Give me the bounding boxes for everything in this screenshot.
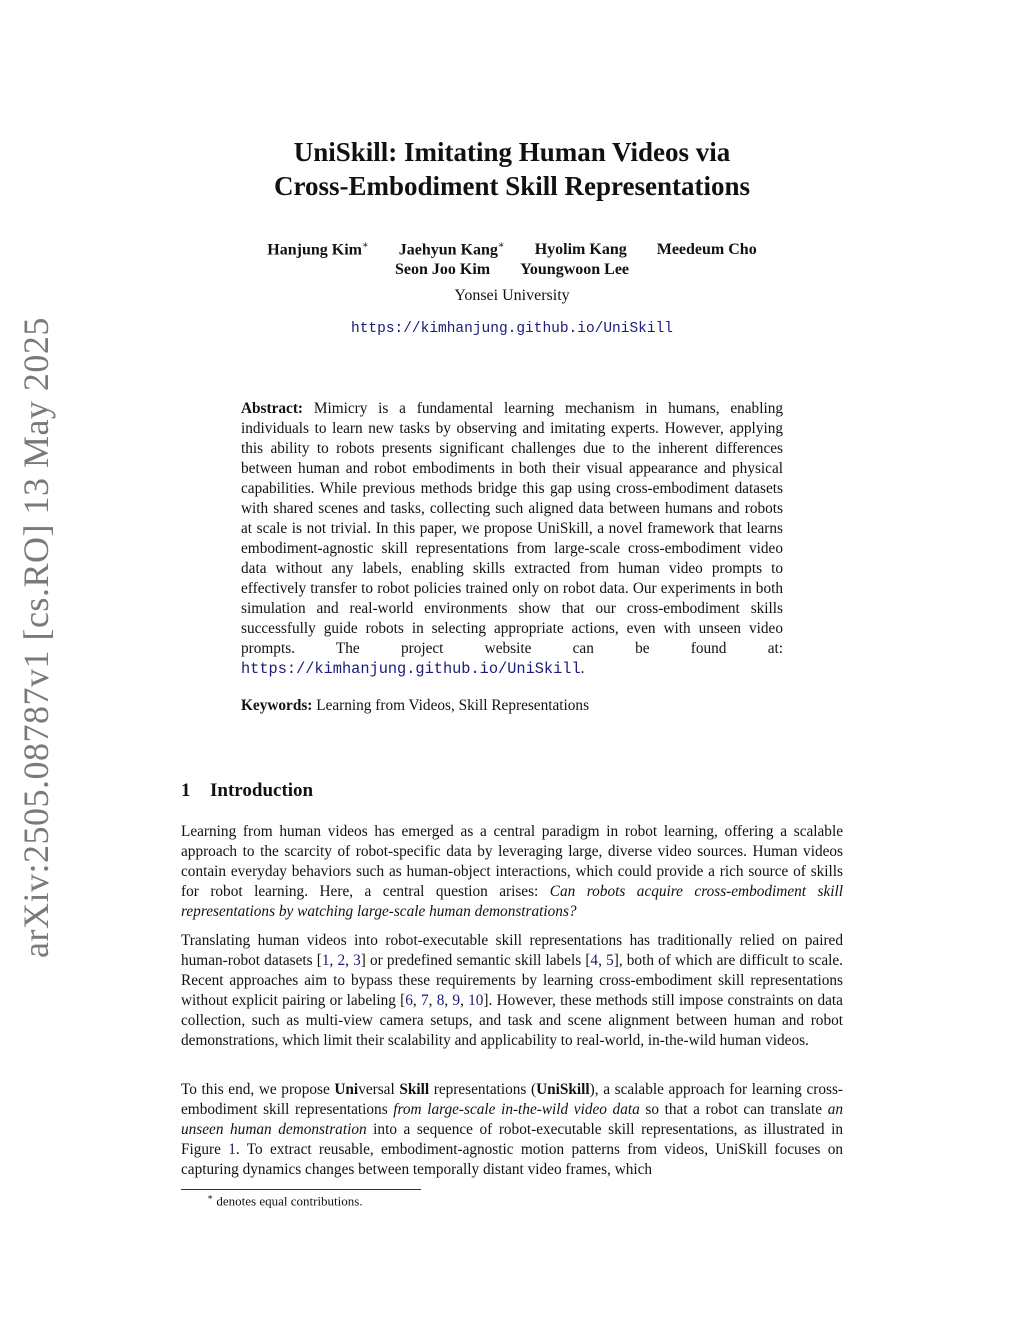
author: Hanjung Kim∗: [267, 240, 369, 259]
abstract-label: Abstract:: [241, 400, 304, 417]
section-number: 1: [181, 780, 191, 801]
citation-link[interactable]: 5: [606, 952, 614, 969]
abstract-url-link[interactable]: https://kimhanjung.github.io/UniSkill: [241, 660, 581, 678]
author-list: [0, 236, 1024, 280]
figure-reference-link[interactable]: 1: [228, 1141, 236, 1158]
citation-link[interactable]: 10: [468, 992, 484, 1009]
keywords: [241, 696, 783, 716]
citation-link[interactable]: 6: [405, 992, 413, 1009]
section-heading: [181, 780, 313, 802]
footnote: ∗ denotes equal contributions.: [207, 1192, 363, 1209]
citation-link[interactable]: 3: [353, 952, 361, 969]
author: Youngwoon Lee: [520, 261, 630, 279]
title-line-2: Cross-Embodiment Skill Representations: [273, 171, 751, 201]
author-row-1: [0, 236, 1024, 259]
author: Seon Joo Kim: [394, 261, 491, 279]
title-line-1: UniSkill: Imitating Human Videos via: [293, 137, 731, 167]
project-url[interactable]: [0, 320, 1024, 337]
abstract-text: Mimicry is a fundamental learning mechanism in humans, enabling individuals to learn new tasks by observing and imitating experts. However, applying this ability to robots presents significant challenges due to the inherent differences between human and robot embodiments in both their visual appearance and physical capabilities. While previous methods bridge this gap using cross-embodiment datasets with shared scenes and tasks, collecting such aligned data between humans and robots at scale is not trivial. In this paper, we propose UniSkill, a novel framework that learns embodiment-agnostic skill representations from large-scale cross-embodiment video data without any labels, enabling skills extracted from human video prompts to effectively transfer to robot policies trained only on robot data. Our experiments in both simulation and real-world environments show that our cross-embodiment skills successfully guide robots in selecting appropriate actions, even with unseen video prompts. The project website can be found at:: [241, 400, 784, 657]
keywords-label: Keywords:: [241, 697, 313, 714]
research-question: Can robots acquire cross-embodiment skill representations by watching large-scale human demonstrations?: [181, 883, 843, 920]
citation-link[interactable]: 2: [337, 952, 346, 969]
author: Jaehyun Kang∗: [398, 240, 505, 259]
citation-link[interactable]: 1: [321, 952, 330, 969]
citation-link[interactable]: 8: [436, 992, 445, 1009]
paper-title: [0, 135, 1024, 203]
author: Hyolim Kang: [534, 241, 627, 259]
intro-paragraph-1: Learning from human videos has emerged as a central paradigm in robot learning, offering a scalable approach to the scarcity of robot-specific data by leveraging large, diverse video sources. Human videos contain everyday behaviors such as human-object interactions, which could provide a rich source of skills for robot learning. Here, a central question arises: Can robots acquire cross-embodiment skill representations by watching large-scale human demonstrations?: [181, 823, 843, 920]
intro-paragraph-3: To this end, we propose Universal Skill representations (UniSkill), a scalable approach for learning cross-embodiment skill representations from large-scale in-the-wild video data so that a robot can translate an unseen human demonstration into a sequence of robot-executable skill representations, as illustrated in Figure 1. To extract reusable, embodiment-agnostic motion patterns from videos, UniSkill focuses on capturing dynamics changes between temporally distant video frames, which: [181, 1081, 843, 1178]
project-url-link[interactable]: https://kimhanjung.github.io/UniSkill: [351, 321, 673, 337]
author-row-2: [0, 260, 1024, 279]
citation-link[interactable]: 7: [420, 992, 429, 1009]
arxiv-identifier: arXiv:2505.08787v1 [cs.RO] 13 May 2025: [16, 317, 56, 958]
citation-link[interactable]: 4: [590, 952, 599, 969]
affiliation: Yonsei University: [454, 287, 570, 304]
citation-link[interactable]: 9: [452, 992, 461, 1009]
keywords-text: Learning from Videos, Skill Representations: [316, 697, 590, 714]
intro-paragraph-2: Translating human videos into robot-executable skill representations has traditionally relied on paired human-robot datasets [1, 2, 3] or predefined semantic skill labels [4, 5], both of which are difficult to scale. Recent approaches aim to bypass these requirements by learning cross-embodiment skill representations without explicit pairing or labeling [6, 7, 8, 9, 10]. However, these methods still impose constraints on data collection, such as multi-view camera setups, and task and scene alignment between human and robot demonstrations, which limit their scalability and applicability to real-world, in-the-wild human videos.: [181, 932, 843, 1049]
section-title: Introduction: [210, 780, 314, 801]
author: Meedeum Cho: [656, 241, 757, 259]
abstract: Abstract: Mimicry is a fundamental learning mechanism in humans, enabling individuals to learn new tasks by observing and imitating experts. However, applying this ability to robots presents significant challenges due to the inherent differences between human and robot embodiments in both their visual appearance and physical capabilities. While previous methods bridge this gap using cross-embodiment datasets with shared scenes and tasks, collecting such aligned data between humans and robots at scale is not trivial. In this paper, we propose UniSkill, a novel framework that learns embodiment-agnostic skill representations from large-scale cross-embodiment video data without any labels, enabling skills extracted from human video prompts to effectively transfer to robot policies trained only on robot data. Our experiments in both simulation and real-world environments show that our cross-embodiment skills successfully guide robots in selecting appropriate actions, even with unseen video prompts. The project website can be found at: https://kimhanjung.github.io/UniSkill.: [241, 400, 784, 678]
footnote-divider: [181, 1189, 421, 1190]
